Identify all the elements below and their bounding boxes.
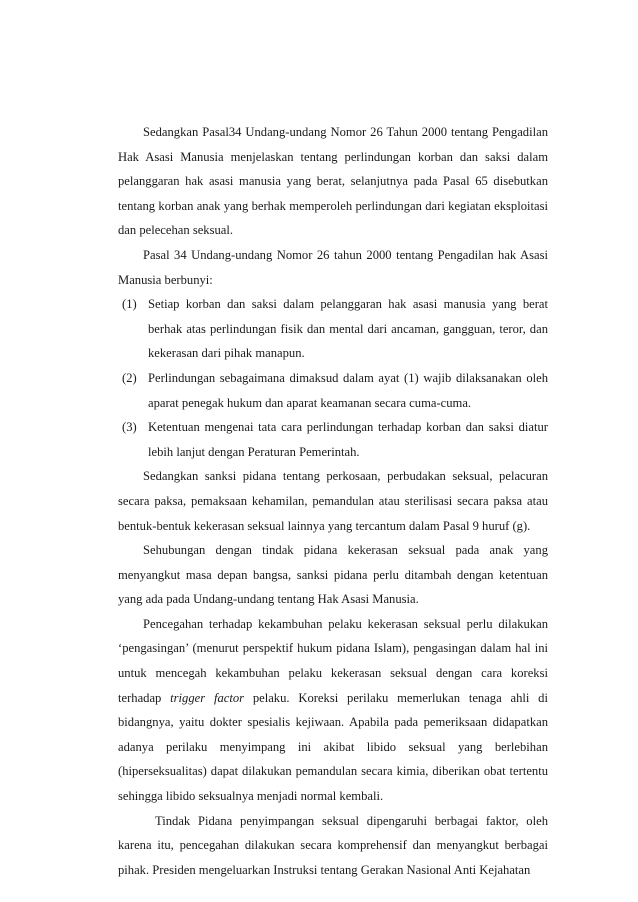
list-item: [118, 292, 548, 366]
page-body: [118, 120, 548, 882]
list-item-number: (2): [122, 370, 137, 385]
list-item-text: Setiap korban dan saksi dalam pelanggaran hak asasi manusia yang berat berhak atas perlindungan fisik dan mental dari ancaman, gangguan, teror, dan kekerasan dari pihak manapun.: [148, 297, 548, 361]
paragraph-pencegahan: [118, 612, 548, 809]
list-item: [118, 415, 548, 464]
paragraph-sehubungan: Sehubungan dengan tindak pidana kekerasan seksual pada anak yang menyangkut masa depan bangsa, sanksi pidana perlu ditambah dengan ketentuan yang ada pada Undang-undang tentang Hak Asasi Manusia.: [118, 543, 548, 607]
paragraph-pencegahan-part-1: Pencegahan terhadap kekambuhan pelaku kekerasan seksual perlu dilakukan ‘pengasingan’ (menurut perspektif hukum pidana Islam), pengasingan dalam hal ini untuk mencegah kekambuhan pelaku kekerasan seksual dengan cara koreksi terhadap: [118, 616, 548, 705]
list-item: [118, 366, 548, 415]
pasal-34-list: [118, 292, 548, 464]
list-item-number: (3): [122, 420, 137, 435]
paragraph-pencegahan-part-2: pelaku. Koreksi perilaku memerlukan tenaga ahli di bidangnya, yaitu dokter spesialis kejiwaan. Apabila pada pemeriksaan didapatkan adanya perilaku menyimpang ini akibat libido seksual yang berlebihan (hiperseksualitas) dapat dilakukan pemandulan secara kimia, diberikan obat tertentu sehingga libido seksualnya menjadi normal kembali.: [118, 690, 548, 804]
paragraph-pasal-34-intro: Sedangkan Pasal34 Undang-undang Nomor 26 Tahun 2000 tentang Pengadilan Hak Asasi Manusia menjelaskan tentang perlindungan korban dan saksi dalam pelanggaran hak asasi manusia yang berat, selanjutnya pada Pasal 65 disebutkan tentang korban anak yang berhak memperoleh perlindungan dari kegiatan eksploitasi dan pelecehan seksual.: [118, 125, 548, 238]
trigger-factor-term: trigger factor: [170, 690, 245, 705]
list-item-text: Perlindungan sebagaimana dimaksud dalam ayat (1) wajib dilaksanakan oleh aparat penegak hukum dan aparat keamanan secara cuma-cuma.: [148, 370, 548, 410]
paragraph-tindak-pidana: Tindak Pidana penyimpangan seksual dipengaruhi berbagai faktor, oleh karena itu, pencegahan dilakukan secara komprehensif dan menyangkut berbagai pihak. Presiden mengeluarkan Instruksi tentang Gerakan Nasional Anti Kejahatan: [118, 813, 548, 877]
list-item-text: Ketentuan mengenai tata cara perlindungan terhadap korban dan saksi diatur lebih lanjut dengan Peraturan Pemerintah.: [148, 420, 548, 459]
paragraph-sanksi-pidana: Sedangkan sanksi pidana tentang perkosaan, perbudakan seksual, pelacuran secara paksa, pemaksaan kehamilan, pemandulan atau sterilisasi secara paksa atau bentuk-bentuk kekerasan seksual lainnya yang tercantum dalam Pasal 9 huruf (g).: [118, 469, 548, 533]
list-item-number: (1): [122, 297, 137, 312]
paragraph-pasal-34-quote-intro: Pasal 34 Undang-undang Nomor 26 tahun 2000 tentang Pengadilan hak Asasi Manusia berbunyi:: [118, 247, 548, 287]
